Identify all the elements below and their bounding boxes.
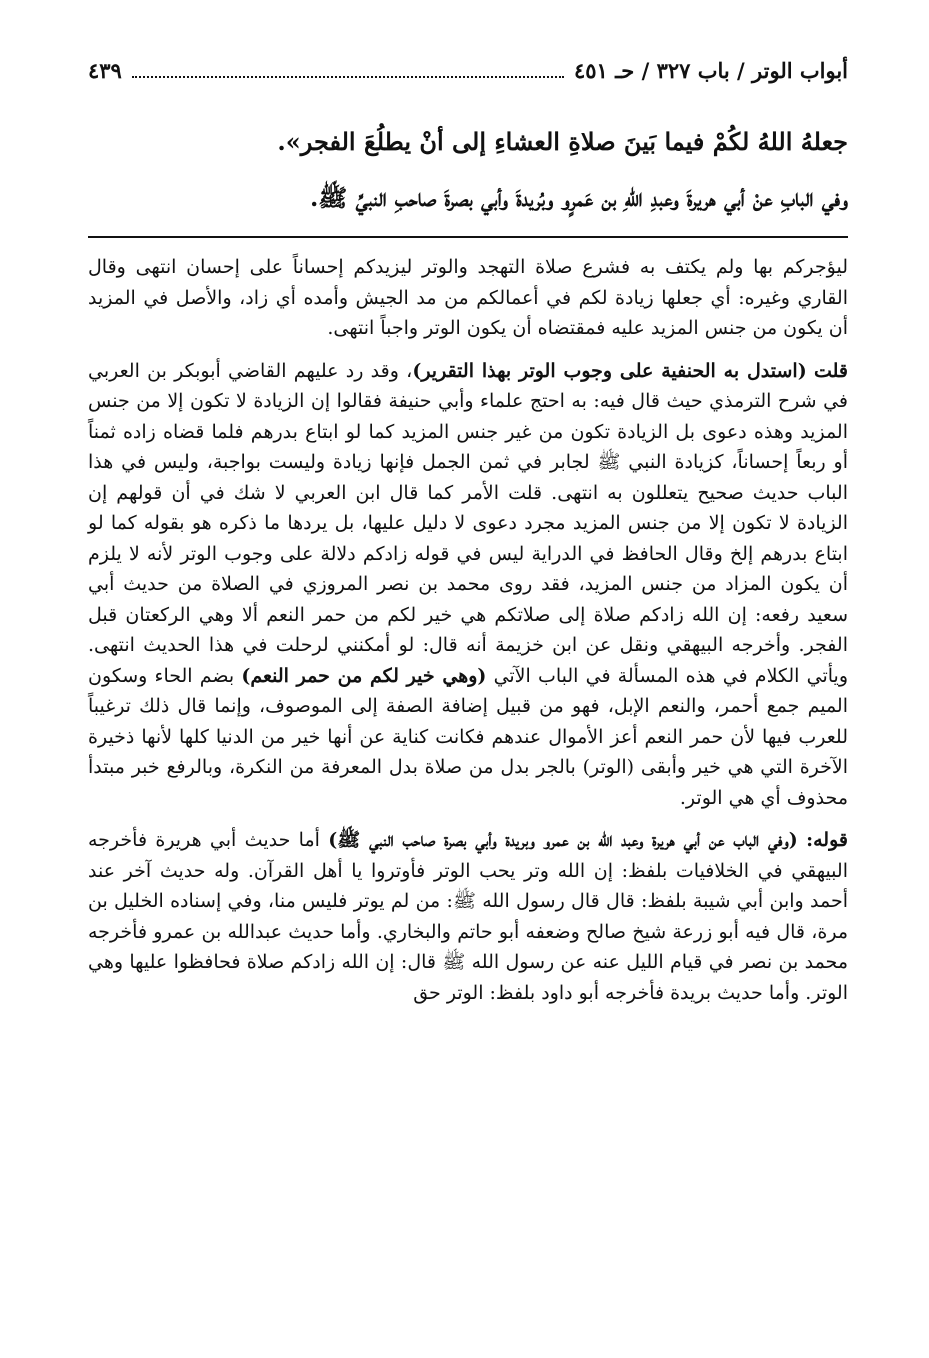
qawluhu-label: قوله:	[806, 829, 848, 851]
commentary-text-3: أما حديث أبي هريرة فأخرجه البيهقي في الخلافيات بلفظ: إن الله وتر يحب الوتر فأوتروا يا أهل القرآن. وله حديث آخر عند أحمد وابن أبي شيبة بلفظ: قال قال رسول الله ﷺ: من لم يوتر فليس منا، وفي إسناده الخليل بن مرة، قال فيه أبو زرعة شيخ صالح وضعفه أبو حاتم والبخاري. وأما حديث عبدالله بن عمرو فأخرجه محمد بن نصر في قيام الليل عنه عن رسول الله ﷺ قال: إن الله زادكم صلاة فحافظوا عليها وهي الوتر. وأما حديث بريدة فأخرجه أبو داود بلفظ: الوتر حق	[88, 829, 848, 1004]
commentary-paragraph-1: ليؤجركم بها ولم يكتف به فشرع صلاة التهجد والوتر ليزيدكم إحساناً على إحسان انتهى وقال القاري وغيره: أي جعلها زيادة لكم في أعمالكم من مد الجيش وأمده أي زاد، والأصل في المزيد أن يكون من جنس المزيد عليه فمقتضاه أن يكون الوتر واجباً انتهى.	[88, 256, 848, 339]
quoted-phrase: (استدل به الحنفية على وجوب الوتر بهذا التقرير)	[412, 359, 807, 382]
book-page	[88, 58, 848, 1298]
hadith-text	[88, 114, 848, 226]
quoted-phrase-2: (وهي خير لكم من حمر النعم)	[241, 664, 487, 687]
commentary-text: ، وقد رد عليهم القاضي أبوبكر بن العربي في شرح الترمذي حيث قال فيه: به احتج علماء وأبي حنيفة فقالوا إن الزيادة لا تكون إلا من جنس المزيد وهذه دعوى بل الزيادة تكون من غير جنس المزيد كما لو ابتاع بدرهم فلما قضاه زاده ثمناً أو ربعاً إحساناً، كزيادة النبي ﷺ لجابر في ثمن الجمل فإنها زيادة وليست بواجبة، وليس في هذا الباب حديث صحيح يتعللون به انتهى. قلت الأمر كما قال ابن العربي لا شك في أن قولهم إن الزيادة لا تكون إلا من جنس المزيد مجرد دعوى لا دليل عليها، بل يردها ما ذكره هو بقوله كما لو ابتاع بدرهم إلخ وقال الحافظ في الدراية ليس في قوله زادكم دلالة على وجوب الوتر لأنه لا يلزم أن يكون المزاد من جنس المزيد، فقد روى محمد بن نصر المروزي في الصلاة من حديث أبي سعيد رفعه: إن الله زادكم صلاة إلى صلاتكم هي خير لكم من حمر النعم ألا وهي الركعتان قبل الفجر. وأخرجه البيهقي ونقل عن ابن خزيمة أنه قال: لو أمكنني لرحلت في هذا الحديث انتهى. ويأتي الكلام في هذه المسألة في الباب الآتي	[88, 359, 849, 687]
commentary-paragraph-3	[88, 825, 848, 1008]
quoted-chapter-phrase: (وفي الباب عن أبي هريرة وعبد الله بن عمرو وبريدة وأبي بصرة صاحب النبي ﷺ)	[328, 829, 798, 851]
commentary	[88, 252, 848, 1008]
page-number: ٤٣٩	[88, 58, 122, 83]
hadith-line-2: وفي البابِ عنْ أبي هريرةَ وعبدِ اللهِ بن عَمرٍو وبُريدةَ وأبي بصرةَ صاحبِ النبيِّ ﷺ.	[309, 183, 848, 212]
hadith-line-1: جعلهُ اللهُ لكُمْ فيما بَينَ صلاةِ العشاءِ إلى أنْ يطلُعَ الفجر».	[277, 127, 848, 156]
commentary-paragraph-2	[88, 356, 848, 814]
qultu-label: قلت	[813, 359, 849, 382]
commentary-text-tail: بضم الحاء وسكون الميم جمع أحمر، والنعم الإبل، فهو من قبيل إضافة الصفة إلى الموصوف، وإنما قال ذلك ترغيباً للعرب فيها لأن حمر النعم أعز الأموال عندهم فكانت كناية عن أنها خير من الدنيا كلها لأنها ذخيرة الآخرة التي هي خير وأبقى (الوتر) بالجر بدل من صلاة بدل المعرفة من النكرة، وبالرفع خبر مبتدأ محذوف أي هي الوتر.	[88, 664, 848, 809]
text-separator	[88, 236, 848, 238]
running-header	[88, 58, 848, 92]
running-title: أبواب الوتر / باب ٣٢٧ / حـ ٤٥١	[573, 58, 848, 83]
dotted-leader	[132, 75, 564, 78]
